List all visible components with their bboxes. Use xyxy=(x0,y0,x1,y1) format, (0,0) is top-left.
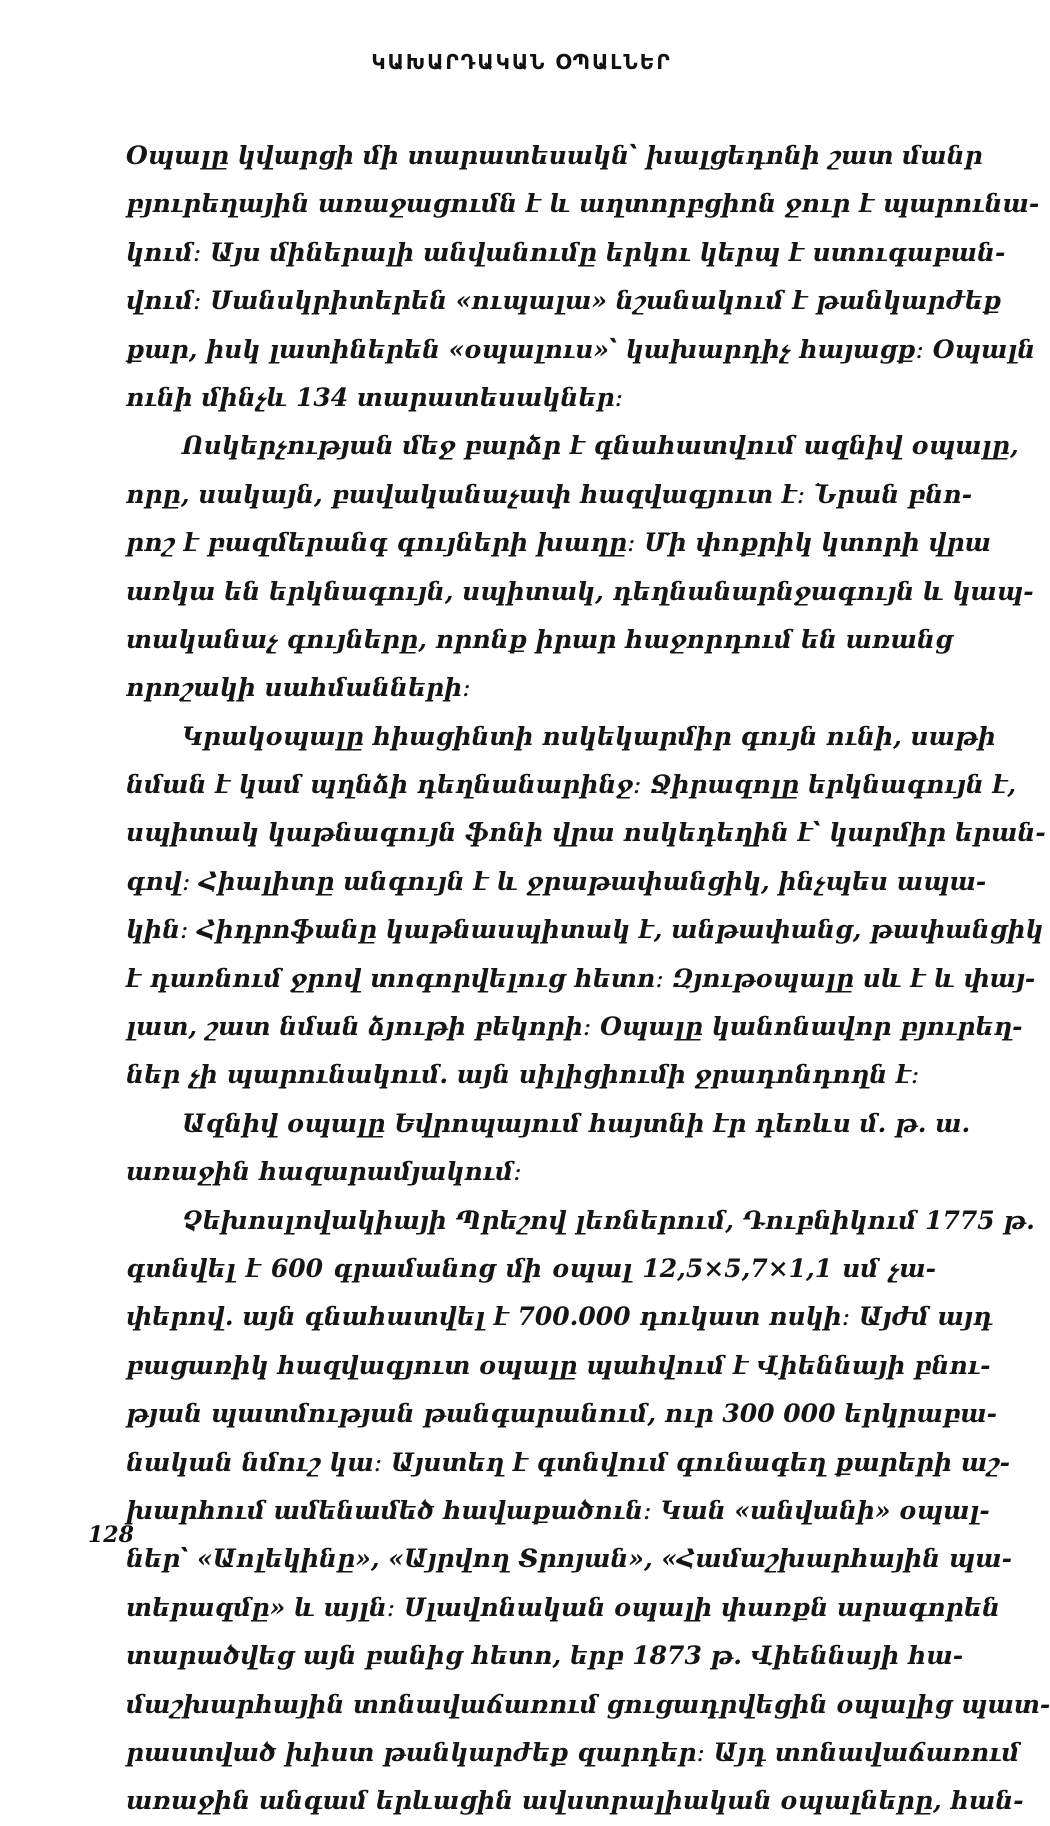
text-line: թյան պատմության թանգարանում, ուր 300 000 երկրաբա- xyxy=(126,1399,998,1429)
page-number: 128 xyxy=(88,1522,134,1548)
text-line: Ազնիվ օպալը Եվրոպայում հայտնի էր դեռևս մ. թ. ա. xyxy=(182,1108,971,1138)
text-line: քար, իսկ լատիներեն «օպալուս»՝ կախարդիչ հայացք։ Օպալն xyxy=(126,334,1036,364)
text-line: Կրակօպալը հիացինտի ոսկեկարմիր գույն ունի, սաթի xyxy=(182,721,996,751)
text-line: առկա են երկնագույն, սպիտակ, դեղնանարնջագույն և կապ- xyxy=(126,576,1034,606)
text-line: նման է կամ պղնձի դեղնանարինջ։ Ջիրազոլը երկնագույն է, xyxy=(126,770,1017,800)
text-line: ունի մինչև 134 տարատեսակներ։ xyxy=(126,382,624,412)
text-line: խարհում ամենամեծ հավաքածուն։ Կան «անվանի» օպալ- xyxy=(126,1495,990,1525)
text-line: բյուրեղային առաջացումն է և աղտորբցիոն ջուր է պարունա- xyxy=(126,189,1040,219)
text-line: սպիտակ կաթնագույն ֆոնի վրա ոսկեդեղին է՝ կարմիր երան- xyxy=(126,818,1046,848)
text-line: ներ չի պարունակում. այն սիլիցիումի ջրադոնդողն է։ xyxy=(126,1060,920,1090)
text-line: տականաչ գույները, որոնք իրար հաջորդում են առանց xyxy=(126,624,953,654)
text-line: որը, սակայն, բավականաչափ հազվագյուտ է։ Նրան բնո- xyxy=(126,479,973,509)
text-line: Ոսկերչության մեջ բարձր է գնահատվում ազնիվ օպալը, xyxy=(182,431,1019,461)
text-line: կին։ Հիդրոֆանը կաթնասպիտակ է, անթափանց, թափանցիկ xyxy=(126,915,1044,945)
text-line: առաջին անգամ երևացին ավստրալիական օպալները, հան- xyxy=(126,1786,1024,1816)
text-line: փերով. այն գնահատվել է 700.000 դուկատ ոսկի։ Այժմ այդ xyxy=(126,1302,993,1332)
text-line: Չեխոսլովակիայի Պրեշով լեռներում, Դուբնիկում 1775 թ. xyxy=(182,1205,1035,1235)
text-line: րաստված խիստ թանկարժեք զարդեր։ Այդ տոնավաճառում xyxy=(126,1737,1020,1767)
text-line: ներ՝ «Աոլեկինը», «Այրվող Տրոյան», «Համաշխարհային պա- xyxy=(126,1544,1013,1574)
body-text xyxy=(126,132,1050,1826)
text-line: առաջին հազարամյակում։ xyxy=(126,1157,522,1187)
text-line: վում։ Սանսկրիտերեն «ուպալա» նշանակում է թանկարժեք xyxy=(126,286,1002,316)
text-line: գով։ Հիալիտը անգույն է և ջրաթափանցիկ, ինչպես ապա- xyxy=(126,866,987,896)
text-line: է դառնում ջրով տոգորվելուց հետո։ Զյութօպալը սև է և փայ- xyxy=(126,963,1036,993)
text-line: լատ, շատ նման ձյութի բեկորի։ Օպալը կանոնավոր բյուրեղ- xyxy=(126,1012,1023,1042)
text-line: րոշ է բազմերանգ գույների խաղը։ Մի փոքրիկ կտորի վրա xyxy=(126,528,992,558)
text-line: նական նմուշ կա։ Այստեղ է գտնվում գունագեղ քարերի աշ- xyxy=(126,1447,1010,1477)
text-line: կում։ Այս միներալի անվանումը երկու կերպ է ստուգաբան- xyxy=(126,237,1006,267)
text-line: տերազմը» և այլն։ Սլավոնական օպալի փառքն արագորեն xyxy=(126,1592,1000,1622)
text-line: բացառիկ հազվագյուտ օպալը պահվում է Վիեննայի բնու- xyxy=(126,1350,991,1380)
text-line: որոշակի սահմանների։ xyxy=(126,673,471,703)
text-line: գտնվել է 600 գրամանոց մի օպալ 12,5×5,7×1,1 սմ չա- xyxy=(126,1253,936,1283)
text-line: Օպալը կվարցի մի տարատեսակն՝ խալցեդոնի շատ մանր xyxy=(126,141,983,170)
text-line: մաշխարհային տոնավաճառում ցուցադրվեցին օպալից պատ- xyxy=(126,1689,1050,1719)
text-line: տարածվեց այն բանից հետո, երբ 1873 թ. Վիեննայի հա- xyxy=(126,1641,964,1671)
running-head: ԿԱԽԱՐԴԱԿԱՆ ՕՊԱԼՆԵՐ xyxy=(371,50,672,74)
